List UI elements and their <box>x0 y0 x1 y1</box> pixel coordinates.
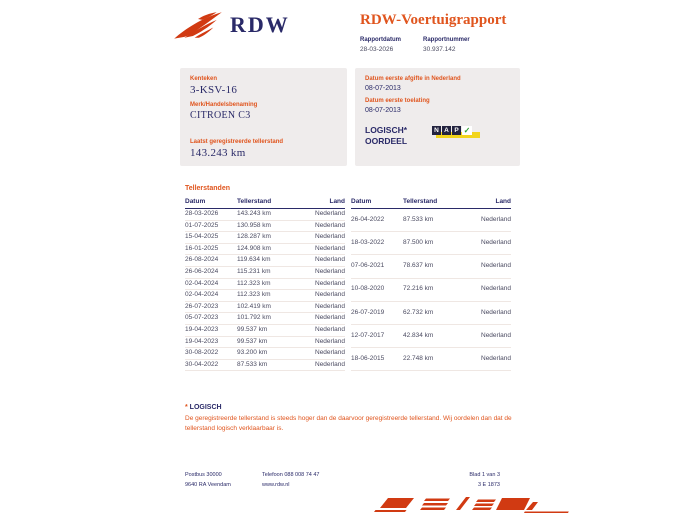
footer-phone: Telefoon 088 008 74 47 <box>262 472 320 478</box>
footer-address <box>185 471 231 491</box>
cell-tellerstand: 62.732 km <box>403 301 463 324</box>
header-datum: Datum <box>185 196 237 209</box>
header-tellerstand: Tellerstand <box>403 196 463 209</box>
cell-tellerstand: 102.419 km <box>237 301 297 313</box>
cell-land: Nederland <box>297 336 345 348</box>
cell-tellerstand: 115.231 km <box>237 266 297 278</box>
cell-tellerstand: 99.537 km <box>237 324 297 336</box>
nap-letter-a: A <box>442 126 451 135</box>
cell-tellerstand: 87.533 km <box>237 359 297 371</box>
footnote-title <box>185 404 517 411</box>
footer-contact <box>262 471 320 491</box>
tellerstanden-table-left <box>185 196 345 371</box>
tellerstand-label: Laatst geregistreerde tellerstand <box>190 139 284 145</box>
cell-land: Nederland <box>297 278 345 290</box>
cell-datum: 10-08-2020 <box>351 278 403 301</box>
table-row <box>185 324 345 336</box>
nap-letter-n: N <box>432 126 441 135</box>
cell-land: Nederland <box>297 243 345 255</box>
cell-datum: 30-08-2022 <box>185 348 237 360</box>
cell-land: Nederland <box>463 255 511 278</box>
rdw-wing-icon <box>172 8 224 42</box>
cell-land: Nederland <box>463 301 511 324</box>
cell-datum: 05-07-2023 <box>185 313 237 325</box>
table-row <box>185 348 345 360</box>
cell-datum: 26-04-2022 <box>351 209 403 232</box>
table-row <box>185 232 345 244</box>
table-row <box>351 348 511 371</box>
cell-land: Nederland <box>297 255 345 267</box>
cell-datum: 26-07-2023 <box>185 301 237 313</box>
table-row <box>185 359 345 371</box>
logisch-footnote <box>185 404 517 435</box>
table-row <box>185 209 345 221</box>
cell-datum: 18-03-2022 <box>351 232 403 255</box>
cell-datum: 02-04-2024 <box>185 290 237 302</box>
cell-tellerstand: 72.216 km <box>403 278 463 301</box>
cell-tellerstand: 22.748 km <box>403 348 463 371</box>
footnote-text: De geregistreerde tellerstand is steeds hoger dan de daarvoor geregistreerde tellerstand. Wij oordelen dan dat de tellerstand logisch verklaarbaar is. <box>185 415 512 433</box>
header-land: Land <box>297 196 345 209</box>
cell-tellerstand: 143.243 km <box>237 209 297 221</box>
footer-website: www.rdw.nl <box>262 481 290 488</box>
cell-land: Nederland <box>297 220 345 232</box>
footer-address-line2: 9640 RA Veendam <box>185 481 231 488</box>
table-row <box>185 243 345 255</box>
speed-lines-graphic <box>372 492 572 514</box>
cell-tellerstand: 124.908 km <box>237 243 297 255</box>
cell-datum: 15-04-2025 <box>185 232 237 244</box>
cell-tellerstand: 78.637 km <box>403 255 463 278</box>
cell-land: Nederland <box>463 324 511 347</box>
cell-datum: 30-04-2022 <box>185 359 237 371</box>
registration-card <box>355 68 520 166</box>
toelating-label: Datum eerste toelating <box>365 98 430 104</box>
cell-datum: 18-06-2015 <box>351 348 403 371</box>
nap-check-icon: ✓ <box>463 126 471 135</box>
cell-tellerstand: 128.287 km <box>237 232 297 244</box>
cell-datum: 28-03-2026 <box>185 209 237 221</box>
footer-form-code: 3 E 1873 <box>477 481 500 488</box>
table-row <box>351 209 511 232</box>
footer-address-line1: Postbus 30000 <box>185 472 222 478</box>
report-title: RDW-Voertuigrapport <box>360 12 507 28</box>
header-datum: Datum <box>351 196 403 209</box>
cell-tellerstand: 112.323 km <box>237 290 297 302</box>
cell-land: Nederland <box>297 266 345 278</box>
cell-datum: 16-01-2025 <box>185 243 237 255</box>
table-row <box>185 255 345 267</box>
report-date-block <box>360 37 401 53</box>
table-row <box>185 313 345 325</box>
nap-logo <box>432 126 472 135</box>
cell-datum: 01-07-2025 <box>185 220 237 232</box>
cell-datum: 12-07-2017 <box>351 324 403 347</box>
tellerstanden-section <box>185 185 511 371</box>
cell-tellerstand: 93.200 km <box>237 348 297 360</box>
oordeel-text <box>365 125 407 146</box>
cell-land: Nederland <box>297 359 345 371</box>
cell-land: Nederland <box>297 313 345 325</box>
report-number-value: 30.937.142 <box>423 46 456 53</box>
cell-tellerstand: 130.958 km <box>237 220 297 232</box>
tellerstanden-table-right <box>351 196 511 371</box>
kenteken-value: 3-KSV-16 <box>190 84 238 96</box>
table-row <box>185 220 345 232</box>
cell-datum: 26-07-2019 <box>351 301 403 324</box>
nap-letters <box>432 126 472 135</box>
report-date-label: Rapportdatum <box>360 37 401 43</box>
footer-page-info <box>420 471 500 491</box>
cell-datum: 26-06-2024 <box>185 266 237 278</box>
table-row <box>351 232 511 255</box>
cell-land: Nederland <box>463 348 511 371</box>
table-row <box>185 290 345 302</box>
tellerstand-value: 143.243 km <box>190 147 246 159</box>
kenteken-label: Kenteken <box>190 76 218 82</box>
cell-tellerstand: 42.834 km <box>403 324 463 347</box>
table-row <box>351 278 511 301</box>
table-row <box>351 255 511 278</box>
table-row <box>185 266 345 278</box>
table-row <box>185 278 345 290</box>
cell-land: Nederland <box>463 278 511 301</box>
report-meta <box>360 37 470 53</box>
cell-datum: 02-04-2024 <box>185 278 237 290</box>
cell-land: Nederland <box>297 290 345 302</box>
cell-tellerstand: 99.537 km <box>237 336 297 348</box>
cell-land: Nederland <box>297 348 345 360</box>
cell-tellerstand: 112.323 km <box>237 278 297 290</box>
table-row <box>351 301 511 324</box>
cell-datum: 19-04-2023 <box>185 336 237 348</box>
cell-land: Nederland <box>297 209 345 221</box>
table-row <box>185 301 345 313</box>
oordeel-line2: OORDEEL <box>365 135 408 146</box>
vehicle-card <box>180 68 347 166</box>
cell-land: Nederland <box>297 324 345 336</box>
table-header-row <box>185 196 345 209</box>
toelating-value: 08-07-2013 <box>365 107 401 114</box>
merk-label: Merk/Handelsbenaming <box>190 102 258 108</box>
report-date-value: 28-03-2026 <box>360 46 394 53</box>
report-number-label: Rapportnummer <box>423 37 470 43</box>
footnote-title-text: LOGISCH <box>189 404 222 411</box>
cell-land: Nederland <box>297 301 345 313</box>
report-number-block <box>423 37 470 53</box>
cell-datum: 07-06-2021 <box>351 255 403 278</box>
nap-letter-p: P <box>452 126 461 135</box>
cell-tellerstand: 101.792 km <box>237 313 297 325</box>
header-land: Land <box>463 196 511 209</box>
cell-land: Nederland <box>463 209 511 232</box>
table-row <box>185 336 345 348</box>
cell-land: Nederland <box>463 232 511 255</box>
merk-value: CITROEN C3 <box>190 110 251 121</box>
cell-land: Nederland <box>297 232 345 244</box>
footer-page-number: Blad 1 van 3 <box>469 472 500 478</box>
oordeel-row <box>365 125 510 146</box>
table-header-row <box>351 196 511 209</box>
cell-tellerstand: 119.634 km <box>237 255 297 267</box>
footnote-asterisk: * <box>185 404 190 411</box>
cell-tellerstand: 87.500 km <box>403 232 463 255</box>
rdw-logo-text: RDW <box>230 12 290 37</box>
oordeel-line1: LOGISCH* <box>365 125 408 135</box>
afgifte-value: 08-07-2013 <box>365 85 401 92</box>
header-tellerstand: Tellerstand <box>237 196 297 209</box>
cell-datum: 26-08-2024 <box>185 255 237 267</box>
cell-tellerstand: 87.533 km <box>403 209 463 232</box>
rdw-logo <box>172 8 290 42</box>
table-row <box>351 324 511 347</box>
afgifte-label: Datum eerste afgifte in Nederland <box>365 76 461 82</box>
cell-datum: 19-04-2023 <box>185 324 237 336</box>
tellerstanden-title: Tellerstanden <box>185 185 230 192</box>
